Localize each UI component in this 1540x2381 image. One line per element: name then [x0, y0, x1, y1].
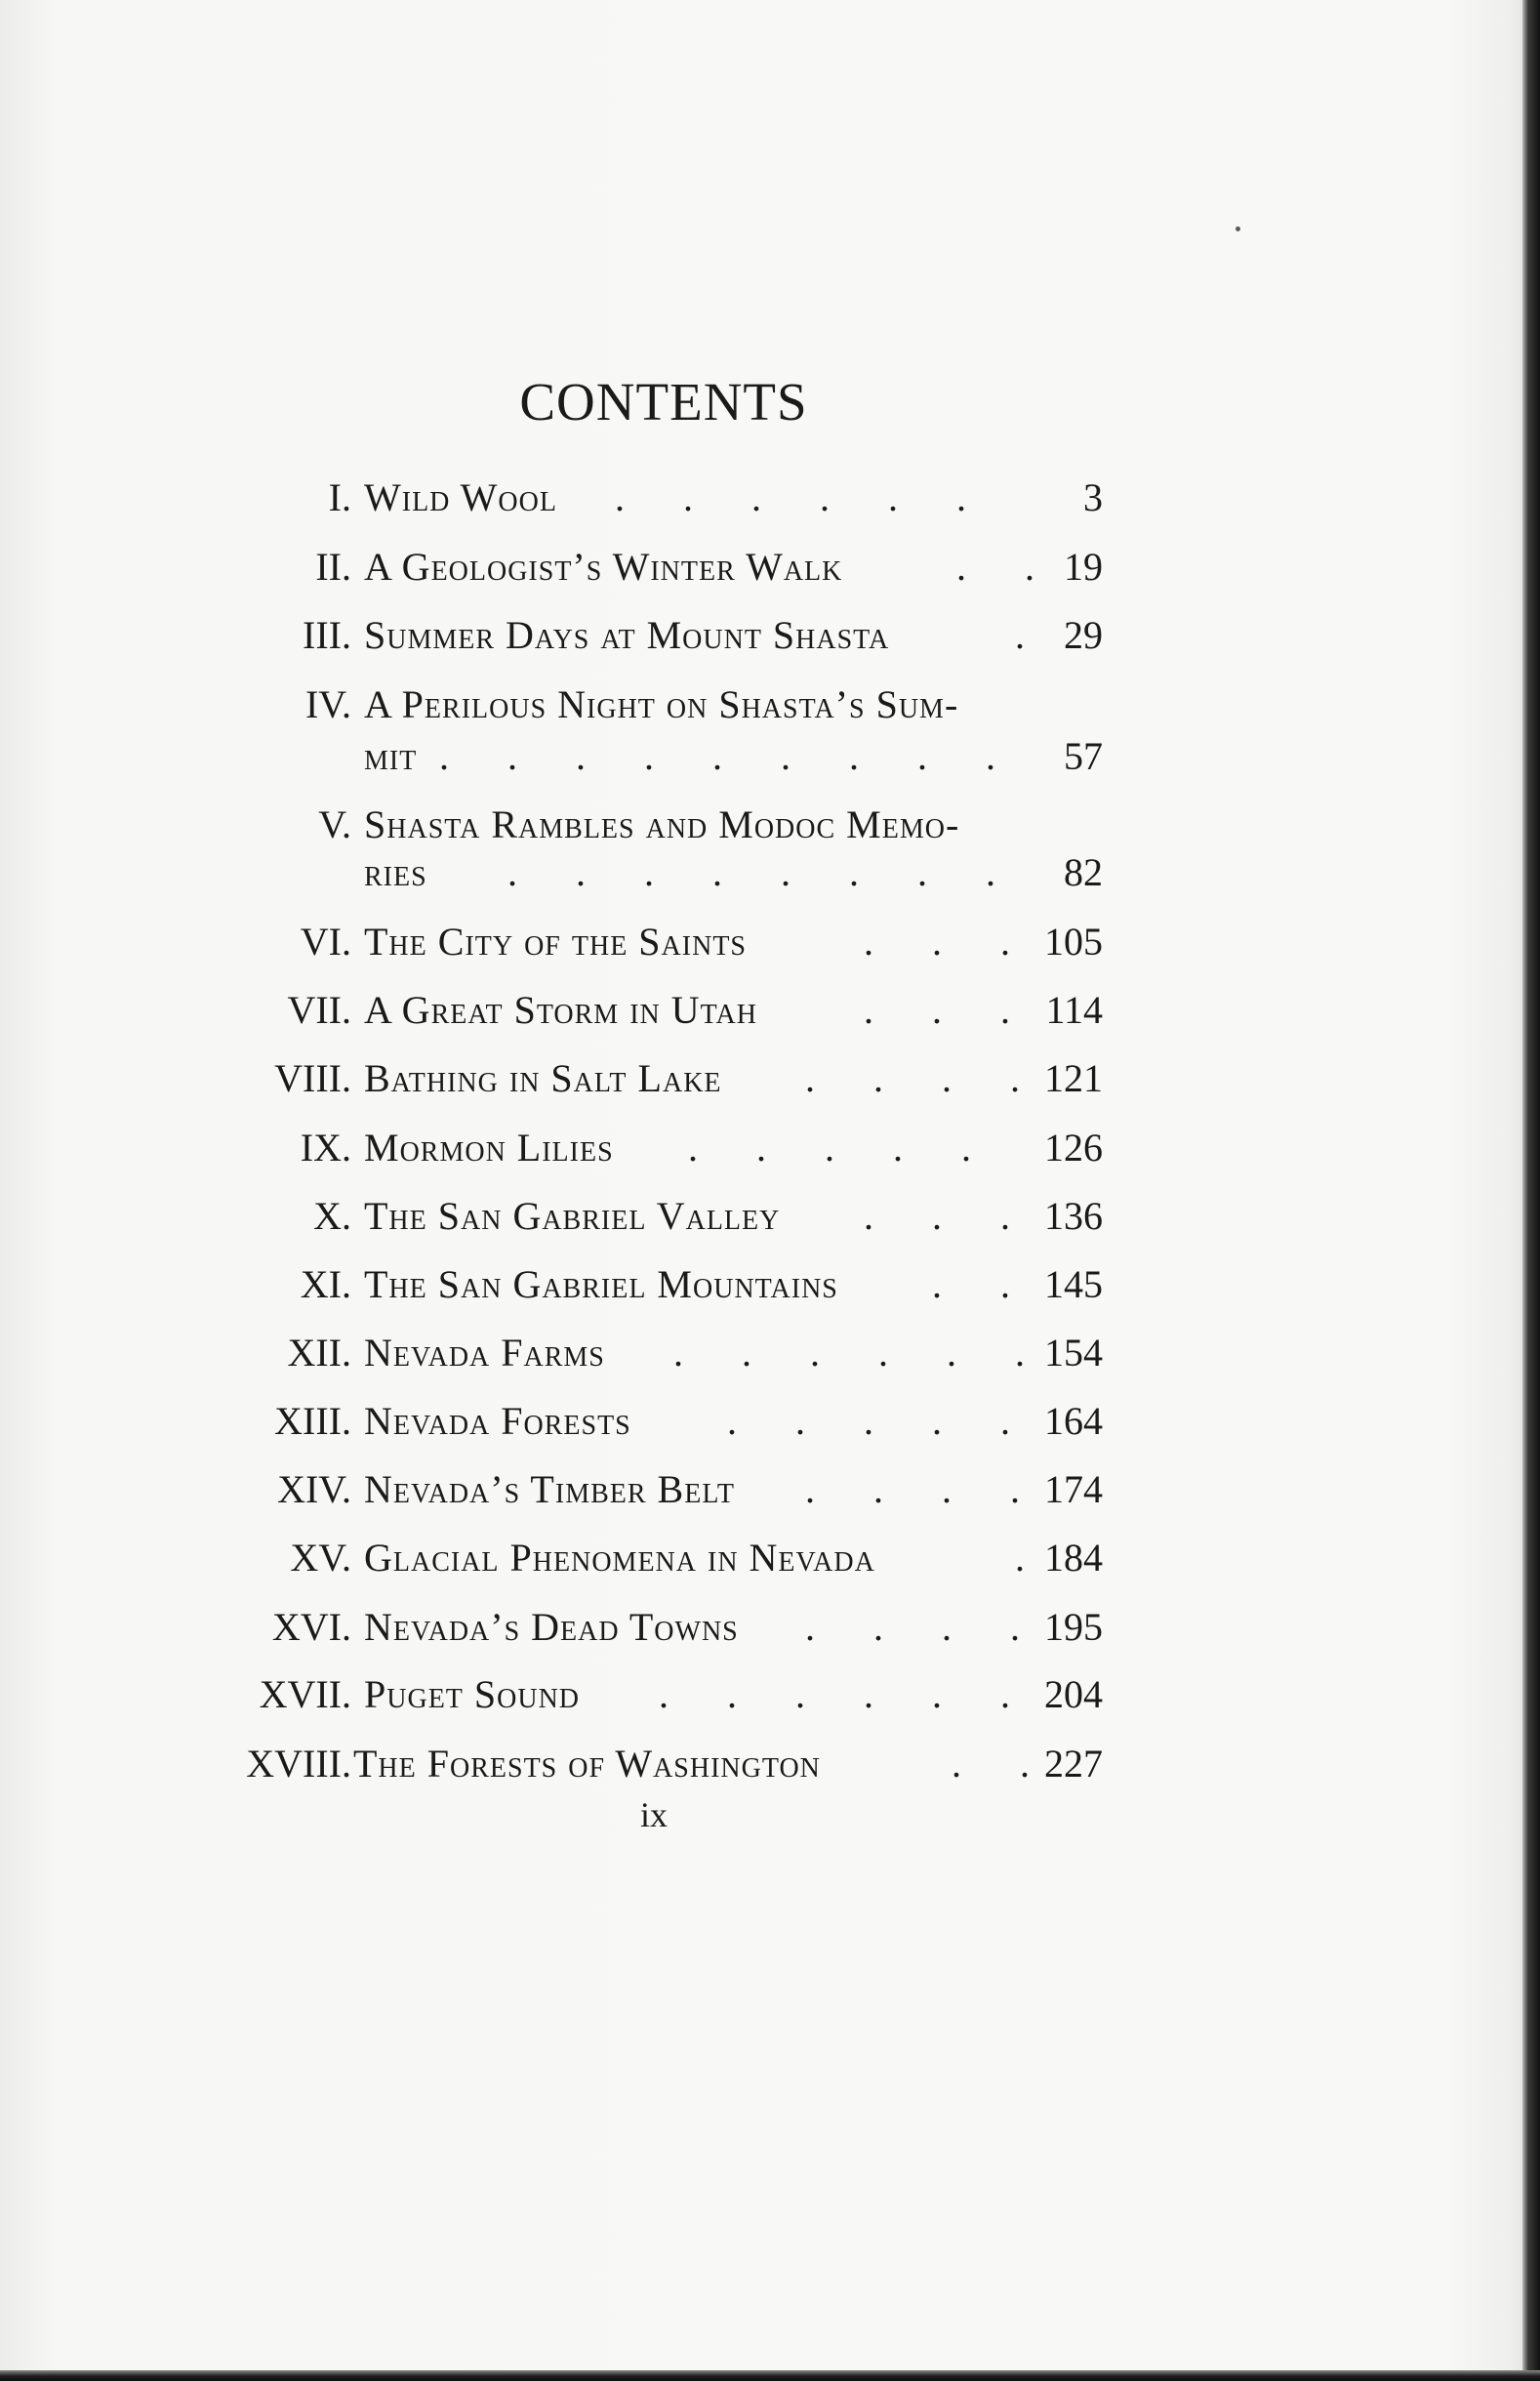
toc-entry [0, 1735, 1540, 1793]
toc-entry-continuation [0, 727, 1540, 786]
toc-entry [0, 1324, 1540, 1382]
leader-dots: . . . . . . . . . [439, 734, 1020, 778]
chapter-title: A Geologist’s Winter Walk [364, 545, 843, 589]
chapter-numeral: XIII. [274, 1399, 351, 1443]
leader-dots: . . . . [805, 1605, 1044, 1649]
chapter-title: The San Gabriel Valley [364, 1194, 781, 1238]
chapter-numeral: XVII. [259, 1672, 351, 1716]
toc-entry [0, 1460, 1540, 1519]
chapter-numeral: XVIII. [246, 1742, 351, 1786]
chapter-numeral: XVI. [271, 1605, 351, 1649]
toc-entry-continuation [0, 843, 1540, 902]
toc-entry [0, 1187, 1540, 1246]
chapter-numeral: X. [313, 1194, 351, 1238]
page-number: 126 [1044, 1126, 1103, 1170]
chapter-title: Summer Days at Mount Shasta [364, 613, 890, 657]
chapter-title: Bathing in Salt Lake [364, 1056, 722, 1100]
leader-dots: . . . [864, 988, 1034, 1032]
page-number: 174 [1044, 1467, 1103, 1511]
toc-entry [0, 1529, 1540, 1587]
page-number: 145 [1044, 1262, 1103, 1306]
chapter-title: Wild Wool [364, 475, 557, 519]
chapter-title: The San Gabriel Mountains [364, 1262, 838, 1306]
toc-entry [0, 1255, 1540, 1314]
chapter-numeral: V. [318, 802, 351, 846]
leader-dots: . . . . . . [659, 1672, 1034, 1716]
chapter-numeral: III. [303, 613, 351, 657]
chapter-title: A Perilous Night on Shasta’s Sum- [364, 682, 959, 726]
leader-dots: . . . . . . . . [507, 850, 1020, 894]
toc-entry [0, 1049, 1540, 1108]
page-folio: ix [639, 1795, 668, 1834]
page-number: 121 [1044, 1056, 1103, 1100]
leader-dots: . . . . [805, 1056, 1044, 1100]
page-number: 57 [1064, 734, 1103, 778]
toc-entry [0, 538, 1540, 596]
toc-entry [0, 981, 1540, 1040]
page-number: 154 [1044, 1331, 1103, 1375]
chapter-title: Nevada Farms [364, 1331, 605, 1375]
chapter-numeral: XI. [300, 1262, 351, 1306]
chapter-numeral: VI. [300, 920, 351, 964]
leader-dots: . . . . [805, 1467, 1044, 1511]
chapter-title: Glacial Phenomena in Nevada [364, 1536, 875, 1580]
leader-dots: . . . . . [727, 1399, 1034, 1443]
leader-dots: . . . . . . [673, 1331, 1049, 1375]
toc-entry [0, 676, 1540, 734]
leader-dots: . [1015, 613, 1049, 657]
toc-entry [0, 469, 1540, 527]
page-number: 184 [1044, 1536, 1103, 1580]
chapter-numeral: IX. [300, 1126, 351, 1170]
leader-dots: . . . . . . [615, 475, 991, 519]
page-number: 227 [1044, 1742, 1103, 1786]
leader-dots: . . [932, 1262, 1034, 1306]
chapter-title: Nevada’s Timber Belt [364, 1467, 735, 1511]
chapter-numeral: VIII. [274, 1056, 351, 1100]
chapter-numeral: XIV. [277, 1467, 351, 1511]
toc-entry [0, 606, 1540, 665]
page-number: 29 [1064, 613, 1103, 657]
chapter-title-continuation: ries [364, 850, 427, 894]
leader-dots: . . . [864, 920, 1034, 964]
chapter-title: The Forests of Washington [353, 1742, 821, 1786]
chapter-title: Nevada’s Dead Towns [364, 1605, 739, 1649]
chapter-title: The City of the Saints [364, 920, 747, 964]
chapter-numeral: XII. [287, 1331, 351, 1375]
page-number: 136 [1044, 1194, 1103, 1238]
leader-dots: . [1015, 1536, 1049, 1580]
leader-dots: . . . [864, 1194, 1034, 1238]
leader-dots: . . . . . [688, 1126, 995, 1170]
page-number: 114 [1045, 988, 1103, 1032]
page-number: 19 [1064, 545, 1103, 589]
chapter-title: A Great Storm in Utah [364, 988, 757, 1032]
toc-entry [0, 1392, 1540, 1451]
page-number: 3 [1083, 475, 1103, 519]
chapter-numeral: IV. [304, 682, 351, 726]
page-number: 195 [1044, 1605, 1103, 1649]
chapter-title: Shasta Rambles and Modoc Memo- [364, 802, 960, 846]
chapter-numeral: XV. [290, 1536, 351, 1580]
chapter-title: Mormon Lilies [364, 1126, 614, 1170]
page-number: 105 [1044, 920, 1103, 964]
page-number: 82 [1064, 850, 1103, 894]
page-number: 164 [1044, 1399, 1103, 1443]
chapter-numeral: VII. [287, 988, 351, 1032]
leader-dots: . . [956, 545, 1059, 589]
toc-entry [0, 1665, 1540, 1724]
chapter-title: Puget Sound [364, 1672, 581, 1716]
chapter-numeral: I. [328, 475, 351, 519]
toc-entry [0, 913, 1540, 971]
chapter-title-continuation: mit [364, 734, 418, 778]
chapter-numeral: II. [315, 545, 351, 589]
toc-entry [0, 1598, 1540, 1657]
leader-dots: . . [952, 1742, 1054, 1786]
toc-entry [0, 1119, 1540, 1177]
chapter-title: Nevada Forests [364, 1399, 631, 1443]
page-number: 204 [1044, 1672, 1103, 1716]
contents-heading: CONTENTS [519, 372, 808, 431]
